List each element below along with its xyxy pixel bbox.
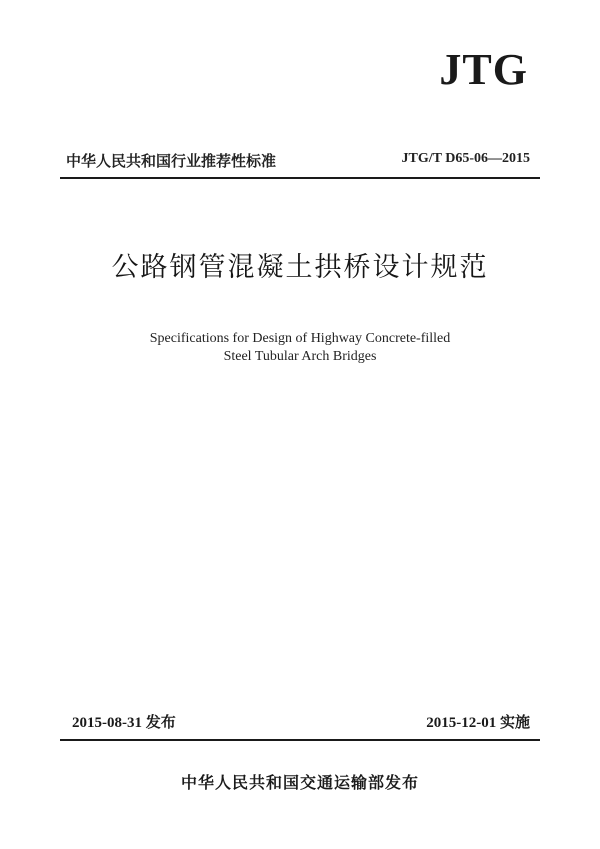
english-title	[0, 330, 600, 366]
standard-category: 中华人民共和国行业推荐性标准	[66, 152, 277, 170]
top-divider	[60, 177, 540, 179]
bottom-divider	[60, 739, 540, 741]
jtg-logo: JTG	[439, 45, 528, 94]
standard-code: JTG/T D65-06—2015	[401, 151, 530, 166]
chinese-title: 公路钢管混凝土拱桥设计规范	[111, 252, 489, 283]
implementation-date: 2015-12-01 实施	[426, 715, 530, 731]
english-title-line-2: Steel Tubular Arch Bridges	[223, 349, 377, 364]
publisher: 中华人民共和国交通运输部发布	[180, 773, 419, 792]
issue-date: 2015-08-31 发布	[72, 715, 176, 731]
english-title-line-1: Specifications for Design of Highway Concrete-filled	[149, 331, 451, 346]
